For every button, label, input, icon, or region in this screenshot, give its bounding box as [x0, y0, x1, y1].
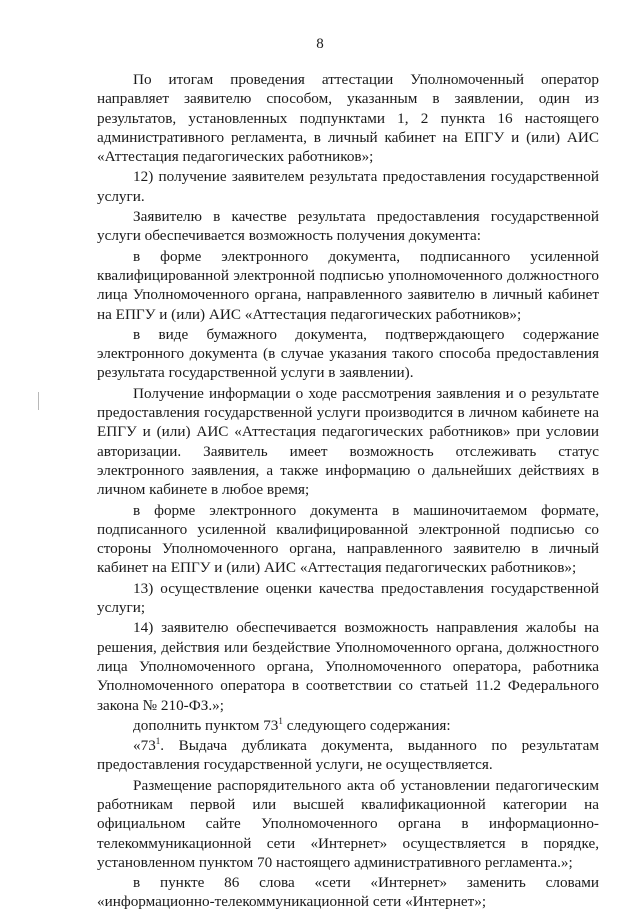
paragraph-status-info: Получение информации о ходе рассмотрения заявления и о результате предоставления государственной услуги производится в личном кабинете на ЕПГУ и (или) АИС «Аттестация педагогических работников» при условии авторизации. Заявитель имеет возможность отслеживать статус электронного заявления, а также информацию о дальнейших действиях в личном кабинете в любое время;	[97, 384, 599, 499]
paragraph-item-86: в пункте 86 слова «сети «Интернет» заменить словами «информационно-телекоммуникационной сети «Интернет»;	[97, 874, 599, 911]
paragraph-order-publication: Размещение распорядительного акта об установлении педагогическим работникам первой или высшей квалификационной категории на официальном сайте Уполномоченного органа в информационно-телекоммуникационной сети «Интернет» осуществляется в порядке, установленном пунктом 70 настоящего административного регламента.»;	[97, 776, 599, 871]
page-number: 8	[316, 36, 324, 52]
paragraph-machine-readable: в форме электронного документа в машиночитаемом формате, подписанного усиленной квалифицированной электронной подписью со стороны Уполномоченного органа, направленного заявителю в личный кабинет на ЕПГУ и (или) АИС «Аттестация педагогических работников»;	[97, 501, 599, 577]
document-body	[97, 70, 599, 912]
scan-margin-mark	[38, 392, 39, 410]
paragraph-item-12: 12) получение заявителем результата предоставления государственной услуги.	[97, 168, 599, 205]
paragraph-point-73-1: «$73^1$. Выдача дубликата документа, выданного по результатам предоставления государственной услуги, не осуществляется.	[97, 736, 599, 774]
paragraph-paper-document: в виде бумажного документа, подтверждающего содержание электронного документа (в случае указания такого способа предоставления результата государственной услуги в заявлении).	[97, 325, 599, 382]
paragraph-item-13: 13) осуществление оценки качества предоставления государственной услуги;	[97, 579, 599, 617]
paragraph-electronic-document: в форме электронного документа, подписанного усиленной квалифицированной электронной подписью уполномоченного должностного лица Уполномоченного органа, направленного заявителю в личный кабинет на ЕПГУ и (или) АИС «Аттестация педагогических работников»;	[97, 247, 599, 323]
paragraph-result-options: Заявителю в качестве результата предоставления государственной услуги обеспечивается возможность получения документа:	[97, 208, 599, 245]
paragraph-add-point: дополнить пунктом $73^1$ следующего содержания:	[133, 715, 451, 734]
paragraph-item-14: 14) заявителю обеспечивается возможность направления жалобы на решения, действия или бездействие Уполномоченного органа, должностного лица Уполномоченного органа, Уполномоченного оператора, работника Уполномоченного оператора в соответствии со статьей 11.2 Федерального закона № 210-ФЗ.»;	[97, 619, 599, 714]
paragraph-attestation-result: По итогам проведения аттестации Уполномоченный оператор направляет заявителю способом, указанным в заявлении, один из результатов, установленных подпунктами 1, 2 пункта 16 настоящего административного регламента, в личный кабинет на ЕПГУ и (или) АИС «Аттестация педагогических работников»;	[97, 71, 599, 166]
